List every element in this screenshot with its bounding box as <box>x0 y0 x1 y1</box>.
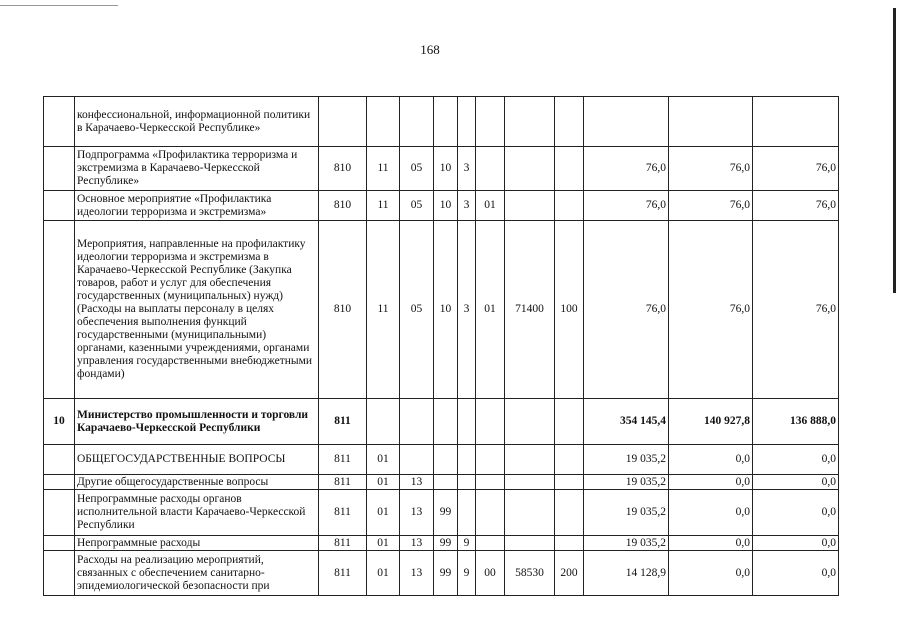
table-row <box>44 97 839 147</box>
cell-sum-3: 0,0 <box>753 536 839 551</box>
cell-pr: 05 <box>400 221 434 399</box>
cell-rz: 01 <box>367 475 400 490</box>
cell-sum-2: 0,0 <box>669 536 753 551</box>
cell-code4 <box>505 536 555 551</box>
cell-rz: 01 <box>367 445 400 475</box>
cell-no <box>44 551 75 596</box>
cell-code1 <box>434 475 458 490</box>
cell-code1: 99 <box>434 536 458 551</box>
cell-sum-3: 76,0 <box>753 191 839 221</box>
cell-no <box>44 445 75 475</box>
cell-code3 <box>476 147 505 191</box>
cell-sum-2: 76,0 <box>669 191 753 221</box>
cell-sum-1: 19 035,2 <box>584 490 669 536</box>
page-edge-bar <box>893 8 896 293</box>
cell-ved: 810 <box>319 191 367 221</box>
cell-sum-2: 0,0 <box>669 475 753 490</box>
cell-code2: 3 <box>458 191 476 221</box>
table-row <box>44 490 839 536</box>
cell-name: Расходы на реализацию мероприятий, связанных с обеспечением санитарно-эпидемиологической безопасности при <box>75 551 319 596</box>
header-rule <box>0 5 118 6</box>
table-row <box>44 147 839 191</box>
cell-rz: 11 <box>367 191 400 221</box>
cell-no <box>44 97 75 147</box>
cell-vr <box>555 475 584 490</box>
cell-sum-1: 14 128,9 <box>584 551 669 596</box>
cell-vr <box>555 191 584 221</box>
cell-sum-3: 0,0 <box>753 490 839 536</box>
cell-code4 <box>505 191 555 221</box>
cell-sum-2 <box>669 97 753 147</box>
cell-sum-3: 76,0 <box>753 221 839 399</box>
cell-sum-2: 0,0 <box>669 551 753 596</box>
cell-pr <box>400 399 434 445</box>
cell-sum-1: 19 035,2 <box>584 445 669 475</box>
cell-ved: 811 <box>319 445 367 475</box>
cell-ved <box>319 97 367 147</box>
cell-sum-1: 76,0 <box>584 191 669 221</box>
cell-code3 <box>476 97 505 147</box>
cell-pr: 05 <box>400 191 434 221</box>
cell-name: Подпрограмма «Профилактика терроризма и экстремизма в Карачаево-Черкесской Республике» <box>75 147 319 191</box>
table-row <box>44 536 839 551</box>
cell-code3 <box>476 475 505 490</box>
cell-code2 <box>458 399 476 445</box>
cell-code4: 71400 <box>505 221 555 399</box>
cell-rz: 11 <box>367 221 400 399</box>
cell-code1: 10 <box>434 147 458 191</box>
cell-sum-2: 0,0 <box>669 490 753 536</box>
cell-sum-3: 0,0 <box>753 445 839 475</box>
cell-code3 <box>476 536 505 551</box>
cell-vr <box>555 536 584 551</box>
cell-pr: 05 <box>400 147 434 191</box>
cell-sum-3: 0,0 <box>753 551 839 596</box>
cell-ved: 811 <box>319 399 367 445</box>
cell-sum-2: 76,0 <box>669 221 753 399</box>
cell-code4: 58530 <box>505 551 555 596</box>
cell-code4 <box>505 399 555 445</box>
cell-vr <box>555 147 584 191</box>
table-row <box>44 445 839 475</box>
cell-code1: 10 <box>434 221 458 399</box>
cell-sum-2: 0,0 <box>669 445 753 475</box>
cell-code1: 99 <box>434 490 458 536</box>
cell-sum-1 <box>584 97 669 147</box>
cell-pr: 13 <box>400 551 434 596</box>
cell-sum-1: 354 145,4 <box>584 399 669 445</box>
cell-ved: 811 <box>319 490 367 536</box>
cell-vr: 200 <box>555 551 584 596</box>
cell-vr <box>555 490 584 536</box>
table-row <box>44 191 839 221</box>
cell-sum-1: 76,0 <box>584 147 669 191</box>
cell-ved: 810 <box>319 221 367 399</box>
cell-code1 <box>434 97 458 147</box>
cell-rz <box>367 399 400 445</box>
cell-code1: 10 <box>434 191 458 221</box>
cell-code3: 01 <box>476 221 505 399</box>
cell-no <box>44 490 75 536</box>
cell-sum-1: 76,0 <box>584 221 669 399</box>
cell-code3: 01 <box>476 191 505 221</box>
cell-name: конфессиональной, информационной политики в Карачаево-Черкесской Республике» <box>75 97 319 147</box>
cell-code2: 9 <box>458 536 476 551</box>
cell-code4 <box>505 147 555 191</box>
cell-sum-2: 140 927,8 <box>669 399 753 445</box>
cell-code4 <box>505 490 555 536</box>
table-row <box>44 475 839 490</box>
cell-no <box>44 191 75 221</box>
cell-rz: 01 <box>367 551 400 596</box>
cell-vr <box>555 445 584 475</box>
cell-rz: 01 <box>367 536 400 551</box>
cell-pr: 13 <box>400 536 434 551</box>
page-number: 168 <box>420 42 440 57</box>
cell-code2 <box>458 490 476 536</box>
budget-table <box>43 96 839 596</box>
cell-sum-3: 136 888,0 <box>753 399 839 445</box>
cell-code2: 3 <box>458 147 476 191</box>
cell-name: Мероприятия, направленные на профилактику идеологии терроризма и экстремизма в Карачаево-Черкесской Республике (Закупка товаров, работ и услуг для обеспечения государственных (муниципальных) нужд) (Расходы на выплаты персоналу в целях обеспечения выполнения функций государственными (муниципальными) органами, казенными учреждениями, органами управления государственными внебюджетными фондами) <box>75 221 319 399</box>
cell-rz <box>367 97 400 147</box>
cell-code2 <box>458 445 476 475</box>
cell-ved: 810 <box>319 147 367 191</box>
cell-code4 <box>505 445 555 475</box>
cell-no: 10 <box>44 399 75 445</box>
table-row <box>44 399 839 445</box>
cell-vr: 100 <box>555 221 584 399</box>
cell-name: Министерство промышленности и торговли Карачаево-Черкесской Республики <box>75 399 319 445</box>
cell-code4 <box>505 97 555 147</box>
cell-ved: 811 <box>319 475 367 490</box>
cell-sum-3 <box>753 97 839 147</box>
table-row <box>44 551 839 596</box>
cell-pr <box>400 445 434 475</box>
cell-vr <box>555 399 584 445</box>
cell-name: Непрограммные расходы органов исполнительной власти Карачаево-Черкесской Республики <box>75 490 319 536</box>
cell-code2: 9 <box>458 551 476 596</box>
cell-name: Основное мероприятие «Профилактика идеологии терроризма и экстремизма» <box>75 191 319 221</box>
cell-code2 <box>458 97 476 147</box>
cell-ved: 811 <box>319 536 367 551</box>
cell-no <box>44 475 75 490</box>
cell-rz: 01 <box>367 490 400 536</box>
cell-sum-3: 76,0 <box>753 147 839 191</box>
cell-pr <box>400 97 434 147</box>
cell-no <box>44 536 75 551</box>
table-row <box>44 221 839 399</box>
cell-code3 <box>476 399 505 445</box>
cell-code1 <box>434 445 458 475</box>
cell-name: Непрограммные расходы <box>75 536 319 551</box>
cell-sum-1: 19 035,2 <box>584 536 669 551</box>
cell-code4 <box>505 475 555 490</box>
cell-no <box>44 221 75 399</box>
cell-vr <box>555 97 584 147</box>
cell-code3 <box>476 445 505 475</box>
cell-rz: 11 <box>367 147 400 191</box>
cell-sum-3: 0,0 <box>753 475 839 490</box>
cell-name: ОБЩЕГОСУДАРСТВЕННЫЕ ВОПРОСЫ <box>75 445 319 475</box>
cell-sum-1: 19 035,2 <box>584 475 669 490</box>
cell-code3 <box>476 490 505 536</box>
cell-code1: 99 <box>434 551 458 596</box>
cell-code1 <box>434 399 458 445</box>
cell-code2: 3 <box>458 221 476 399</box>
cell-pr: 13 <box>400 475 434 490</box>
cell-pr: 13 <box>400 490 434 536</box>
cell-code2 <box>458 475 476 490</box>
cell-sum-2: 76,0 <box>669 147 753 191</box>
cell-name: Другие общегосударственные вопросы <box>75 475 319 490</box>
cell-no <box>44 147 75 191</box>
cell-ved: 811 <box>319 551 367 596</box>
cell-code3: 00 <box>476 551 505 596</box>
